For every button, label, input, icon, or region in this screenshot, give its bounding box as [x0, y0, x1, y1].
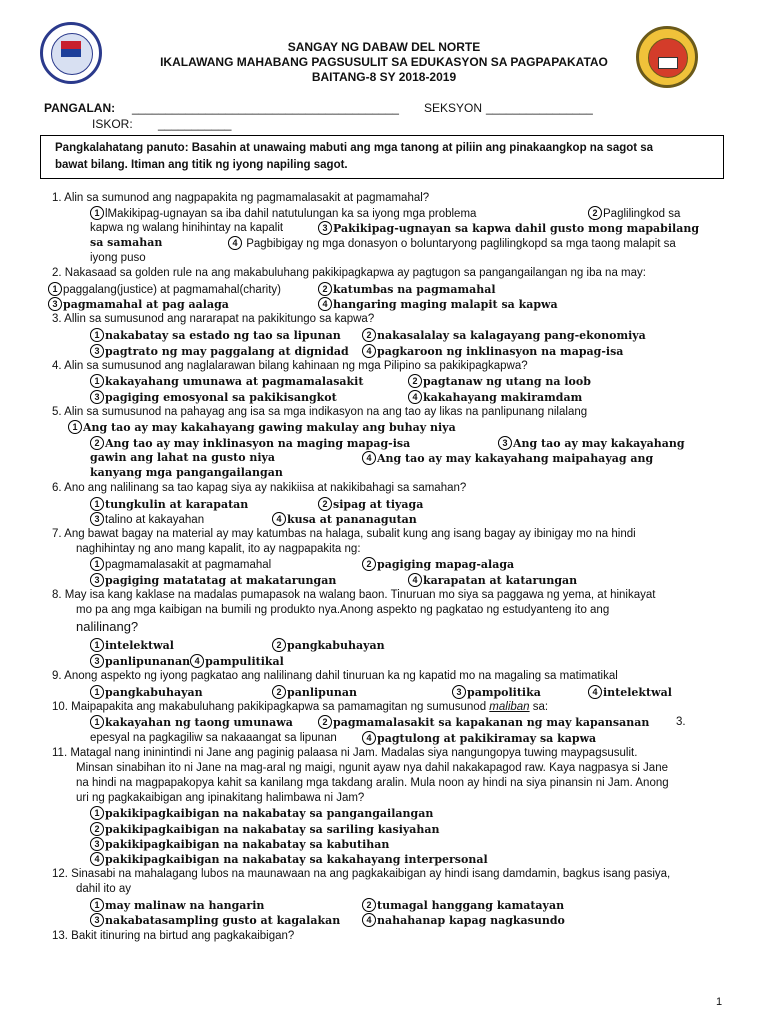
instructions-box [40, 135, 724, 179]
option-3c[interactable]: 3 pagtrato ng may paggalang at dignidad [90, 344, 349, 359]
question-8-cont: mo pa ang mga kaibigan na bumili ng produkto nya.Anong aspekto ng pagkatao ng estudyanteng ito ang [76, 604, 610, 616]
option-5d[interactable]: 4 Ang tao ay may kakayahang maipahayag ang [362, 451, 653, 466]
option-7a[interactable]: 1 pagmamalasakit at pagmamahal [90, 557, 271, 572]
option-3a[interactable]: 1 nakabatay sa estado ng tao sa lipunan [90, 328, 341, 343]
option-5b[interactable]: 2 Ang tao ay may inklinasyon na maging mapag-isa [90, 436, 410, 451]
question-9: 9. Anong aspekto ng iyong pagkatao ang nalilinang dahil tinuruan ka ng kapatid mo na magaling sa matimatikal [52, 670, 618, 682]
option-3b[interactable]: 2 nakasalalay sa kalagayang pang-ekonomiya [362, 328, 646, 343]
option-12a[interactable]: 1 may malinaw na hangarin [90, 898, 264, 913]
option-10c-number: 3. [676, 716, 686, 728]
option-1b[interactable]: 2 Paglilingkod sa [588, 206, 680, 221]
option-11c[interactable]: 3 pakikipagkaibigan na nakabatay sa kabutihan [90, 837, 389, 852]
question-8-cont2: nalilinang? [76, 619, 139, 634]
header-division: SANGAY NG DABAW DEL NORTE [287, 40, 481, 54]
header-exam-title: IKALAWANG MAHABANG PAGSUSULIT SA EDUKASYON SA PAGPAPAKATAO [160, 55, 608, 69]
option-5d-cont: kanyang mga pangangailangan [90, 466, 283, 479]
option-10c[interactable]: epesyal na pagkagiliw sa nakaaangat sa lipunan [90, 732, 337, 744]
question-2: 2. Nakasaad sa golden rule na ang makabuluhang pakikipagkapwa ay pagtugon sa pangangailangan ng iba na may: [52, 267, 646, 279]
option-1b-cont: kapwa ng walang hinihintay na kapalit [90, 222, 284, 234]
question-11-cont2: na hindi na magpapakopya kahit sa kanilang mga takdang aralin. Mula noon ay hindi na siya pinansin ni Jam. Anong [76, 777, 669, 789]
question-7: 7. Ang bawat bagay na material ay may katumbas na halaga, subalit kung ang isang bagay ay ibinigay mo na hindi [52, 528, 636, 540]
question-6: 6. Ano ang nalilinang sa tao kapag siya ay nakikiisa at nakikibahagi sa samahan? [52, 482, 467, 494]
score-label: ISKOR: [92, 117, 133, 131]
page-number: 1 [716, 996, 723, 1008]
instructions-line1: Pangkalahatang panuto: Basahin at unawaing mabuti ang mga tanong at piliin ang pinakaangkop na sagot sa [55, 142, 654, 154]
option-1a[interactable]: 1 lMakikipag-ugnayan sa iba dahil natutulungan ka sa iyong mga problema [90, 206, 476, 221]
option-10b[interactable]: 2 pagmamalasakit sa kapakanan ng may kapansanan [318, 715, 649, 730]
option-10d[interactable]: 4 pagtulong at pakikiramay sa kapwa [362, 731, 596, 746]
option-6c[interactable]: 3 talino at kakayahan [90, 512, 204, 527]
question-12: 12. Sinasabi na mahalagang lubos na maunawaan na ang pagkakaibigan ay hindi isang damdamin, bagkus isang pasiya, [52, 868, 671, 880]
score-field[interactable]: ___________ [158, 117, 232, 131]
question-5: 5. Alin sa sumusunod na pahayag ang isa sa mga indikasyon na ang tao ay likas na panlipunang nilalang [52, 406, 588, 418]
option-4c[interactable]: 3 pagiging emosyonal sa pakikisangkot [90, 390, 337, 405]
option-5c[interactable]: 3 Ang tao ay may kakayahang [498, 436, 685, 451]
question-1: 1. Alin sa sumunod ang nagpapakita ng pagmamalasakit at pagmamahal? [52, 192, 430, 204]
option-10a[interactable]: 1 kakayahan ng taong umunawa [90, 715, 293, 730]
option-2b[interactable]: 2 katumbas na pagmamahal [318, 282, 496, 297]
section-field[interactable]: ________________ [486, 101, 593, 115]
option-7b[interactable]: 2 pagiging mapag-alaga [362, 557, 514, 572]
option-7c[interactable]: 3 pagiging matatatag at makatarungan [90, 573, 336, 588]
option-8cd[interactable]: 3 panlipunanan 4 pampulitikal [90, 654, 284, 669]
question-11-cont1: Minsan sinabihan ito ni Jane na mag-aral ng maigi, ngunit ayaw nya dahil nakakapagod raw. Kaya nagpasya si Jane [76, 762, 668, 774]
option-1d-cont: iyong puso [90, 252, 146, 264]
section-label: SEKSYON [424, 101, 483, 115]
question-10: 10. Maipapakita ang makabuluhang pakikipagkapwa sa pamamagitan ng sumusunod maliban sa: [52, 701, 549, 713]
option-2a[interactable]: 1 paggalang(justice) at pagmamahal(charity) [48, 282, 281, 297]
option-7d[interactable]: 4 karapatan at katarungan [408, 573, 577, 588]
option-1c-cont: sa samahan [90, 236, 163, 249]
option-5a[interactable]: 1 Ang tao ay may kakahayang gawing makulay ang buhay niya [68, 420, 456, 435]
option-4b[interactable]: 2 pagtanaw ng utang na loob [408, 374, 591, 389]
question-13: 13. Bakit itinuring na birtud ang pagkakaibigan? [52, 930, 295, 942]
option-2d[interactable]: 4 hangaring maging malapit sa kapwa [318, 297, 558, 312]
option-5c-cont: gawin ang lahat na gusto niya [90, 451, 276, 464]
option-9d[interactable]: 4 intelektwal [588, 685, 672, 700]
option-6a[interactable]: 1 tungkulin at karapatan [90, 497, 248, 512]
header-grade: BAITANG-8 SY 2018-2019 [311, 70, 457, 84]
option-6d[interactable]: 4 kusa at pananagutan [272, 512, 417, 527]
option-4a[interactable]: 1 kakayahang umunawa at pagmamalasakit [90, 374, 363, 389]
question-4: 4. Alin sa sumusunod ang naglalarawan bilang kahinaan ng mga Pilipino sa pakikipagkapwa? [52, 360, 528, 372]
option-2c[interactable]: 3 pagmamahal at pag aalaga [48, 297, 229, 312]
name-label: PANGALAN: [44, 101, 116, 115]
instructions-line2: bawat bilang. Itiman ang titik ng iyong napiling sagot. [55, 159, 348, 171]
option-12b[interactable]: 2 tumagal hanggang kamatayan [362, 898, 564, 913]
option-9c[interactable]: 3 pampolitika [452, 685, 541, 700]
question-11: 11. Matagal nang ininintindi ni Jane ang paginig palaasa ni Jam. Madalas siya nangungopya tuwing maypagsusulit. [52, 747, 638, 759]
option-11b[interactable]: 2 pakikipagkaibigan na nakabatay sa sariling kasiyahan [90, 822, 440, 837]
question-11-cont3: uri ng pagkakaibigan ang ipinakitang halimbawa ni Jam? [76, 792, 365, 804]
option-9b[interactable]: 2 panlipunan [272, 685, 357, 700]
option-11a[interactable]: 1 pakikipagkaibigan na nakabatay sa pangangailangan [90, 806, 433, 821]
option-12c[interactable]: 3 nakabatasampling gusto at kagalakan [90, 913, 340, 928]
option-6b[interactable]: 2 sipag at tiyaga [318, 497, 423, 512]
option-4d[interactable]: 4 kakahayang makiramdam [408, 390, 582, 405]
question-7-cont: naghihintay ng ano mang kapalit, ito ay nagpapakita ng: [76, 543, 361, 555]
question-8: 8. May isa kang kaklase na madalas pumapasok na walang baon. Tinuruan mo siya sa paggawa ng yema, at hinikayat [52, 589, 656, 601]
option-1d[interactable]: 4 Pagbibigay ng mga donasyon o boluntaryong paglilingkopd sa mga taong malapit sa [228, 236, 676, 251]
option-3d[interactable]: 4 pagkaroon ng inklinasyon na mapag-isa [362, 344, 623, 359]
option-12d[interactable]: 4 nahahanap kapag nagkasundo [362, 913, 565, 928]
option-8b[interactable]: 2 pangkabuhayan [272, 638, 385, 653]
option-11d[interactable]: 4 pakikipagkaibigan na nakabatay sa kakahayang interpersonal [90, 852, 488, 867]
option-8a[interactable]: 1 intelektwal [90, 638, 174, 653]
option-1c[interactable]: 3 Pakikipag-ugnayan sa kapwa dahil gusto mong mapabilang [318, 221, 699, 236]
question-12-cont: dahil ito ay [76, 883, 131, 895]
name-field[interactable]: ________________________________________ [132, 101, 399, 115]
question-3: 3. Allin sa sumusunod ang nararapat na pakikitungo sa kapwa? [52, 313, 375, 325]
option-9a[interactable]: 1 pangkabuhayan [90, 685, 203, 700]
